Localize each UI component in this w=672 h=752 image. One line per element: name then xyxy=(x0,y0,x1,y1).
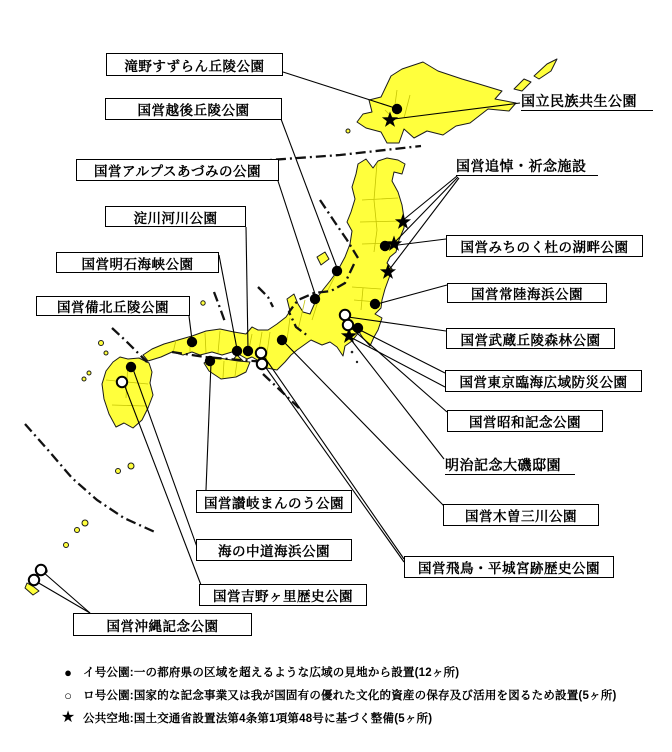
leader-line-yodogawa xyxy=(246,227,248,349)
park-label-yodogawa: 淀川河川公園 xyxy=(105,206,246,227)
island-tsushima xyxy=(99,341,104,346)
legend-text-i-go: イ号公園:一の都府県の区域を超えるような広域の見地から設置(12ヶ所) xyxy=(83,667,460,679)
open-circle-marker-showa-kinen xyxy=(343,320,353,330)
leader-line-takino-suzuran xyxy=(283,72,395,108)
legend-text-ro-go: ロ号公園:国家的な記念事業又は我が国固有の優れた文化的資産の保存及び活用を図るため設置(5ヶ所) xyxy=(83,690,617,702)
park-label-tsuito-kinen: 国営追悼・祈念施設 xyxy=(456,158,598,176)
filled-circle-marker-michinoku-kohan xyxy=(380,241,390,251)
park-label-sanuki-manno: 国営讃岐まんのう公園 xyxy=(196,490,352,513)
leader-line-hitachi-kaihin xyxy=(377,285,447,304)
filled-circle-marker-uminonakamichi xyxy=(126,362,136,372)
legend-row-kokyo-kuchi xyxy=(60,710,432,726)
park-label-takino-suzuran: 滝野すずらん丘陵公園 xyxy=(106,53,283,76)
open-circle-marker-musashi-kyuryo-shinrin xyxy=(340,310,350,320)
open-circle-marker-okinawa-kinen xyxy=(36,565,46,575)
island-amami-3 xyxy=(64,543,69,548)
island-amami-1 xyxy=(82,520,88,526)
leader-line-tsuito-kinen xyxy=(395,177,458,242)
leader-line-sanuki-manno xyxy=(206,363,211,490)
island-kunashiri xyxy=(514,79,531,91)
filled-circle-marker-sanuki-manno xyxy=(205,356,215,366)
leader-line-yoshinogari xyxy=(124,384,201,585)
open-circle-marker-okinawa-kinen xyxy=(29,575,39,585)
island-oki xyxy=(201,301,205,305)
leader-line-tokyo-rinkai-bosai xyxy=(360,330,445,373)
leader-line-uminonakamichi xyxy=(133,369,197,547)
island-amami-2 xyxy=(75,528,80,533)
park-label-musashi-kyuryo-shinrin: 国営武蔵丘陵森林公園 xyxy=(446,328,615,349)
island-sado xyxy=(317,252,329,265)
leader-line-echigo-kyuryo xyxy=(281,119,337,268)
island-iki xyxy=(104,351,108,355)
filled-circle-icon: ● xyxy=(64,664,72,680)
open-circle-marker-yoshinogari xyxy=(117,377,127,387)
island-hokkaido xyxy=(357,62,516,143)
legend-row-ro-go xyxy=(60,687,616,703)
star-icon: ★ xyxy=(60,709,76,726)
island-goto-2 xyxy=(82,377,86,381)
legend-text-kokyo-kuchi: 公共空地:国土交通省設置法第4条第1項第48号に基づく整備(5ヶ所) xyxy=(83,713,433,725)
filled-circle-marker-takino-suzuran xyxy=(392,104,402,114)
filled-circle-marker-tokyo-rinkai-bosai xyxy=(353,323,363,333)
park-label-akashi-kaikyo: 国営明石海峡公園 xyxy=(56,252,219,273)
leader-line-tokyo-rinkai-bosai xyxy=(352,338,445,387)
park-label-kokuritsu-minzoku-kyosei: 国立民族共生公園 xyxy=(521,93,653,111)
leader-line-asuka-heijo xyxy=(263,355,404,559)
leader-line-showa-kinen xyxy=(350,327,447,412)
park-label-tokyo-rinkai-bosai: 国営東京臨海広域防災公園 xyxy=(445,370,642,392)
leader-line-tsuito-kinen xyxy=(402,176,457,221)
izu-islands xyxy=(351,351,358,363)
island-tanegashima xyxy=(128,463,134,469)
park-label-echigo-kyuryo: 国営越後丘陵公園 xyxy=(105,98,282,120)
open-circle-icon: ○ xyxy=(64,687,72,703)
island-yakushima xyxy=(116,469,121,474)
park-label-uminonakamichi: 海の中道海浜公園 xyxy=(196,539,352,561)
park-label-hitachi-kaihin: 国営常陸海浜公園 xyxy=(447,283,607,303)
park-label-asuka-heijo: 国営飛鳥・平城宮跡歴史公園 xyxy=(404,556,614,578)
leader-line-kiso-sansen xyxy=(284,342,444,506)
leader-line-okinawa-kinen xyxy=(37,582,90,613)
filled-circle-marker-alps-azumino xyxy=(310,294,320,304)
park-label-kiso-sansen: 国営木曽三川公園 xyxy=(443,504,599,526)
open-circle-marker-asuka-heijo xyxy=(257,359,267,369)
leader-line-meiji-kinen-oiso xyxy=(352,341,444,459)
park-label-alps-azumino: 国営アルプスあづみの公園 xyxy=(76,159,279,181)
park-label-showa-kinen: 国営昭和記念公園 xyxy=(447,410,603,432)
island-goto-1 xyxy=(87,371,91,375)
filled-circle-marker-hitachi-kaihin xyxy=(370,299,380,309)
filled-circle-marker-echigo-kyuryo xyxy=(332,266,342,276)
park-label-yoshinogari: 国営吉野ヶ里歴史公園 xyxy=(199,584,367,606)
island-etorofu xyxy=(534,59,557,79)
park-label-meiji-kinen-oiso: 明治記念大磯邸園 xyxy=(445,456,575,475)
island-okushiri xyxy=(346,129,350,133)
filled-circle-marker-akashi-kaikyo xyxy=(232,346,242,356)
park-label-bihoku-kyuryo: 国営備北丘陵公園 xyxy=(36,296,190,316)
leader-line-okinawa-kinen xyxy=(43,572,90,613)
filled-circle-marker-bihoku-kyuryo xyxy=(187,337,197,347)
park-label-okinawa-kinen: 国営沖縄記念公園 xyxy=(73,613,252,636)
open-circle-marker-asuka-heijo xyxy=(256,348,266,358)
park-label-michinoku-kohan: 国営みちのく杜の湖畔公園 xyxy=(446,235,643,257)
filled-circle-marker-kiso-sansen xyxy=(277,335,287,345)
filled-circle-marker-yodogawa xyxy=(243,346,253,356)
legend-row-i-go xyxy=(60,664,459,680)
leader-line-asuka-heijo xyxy=(264,365,404,562)
